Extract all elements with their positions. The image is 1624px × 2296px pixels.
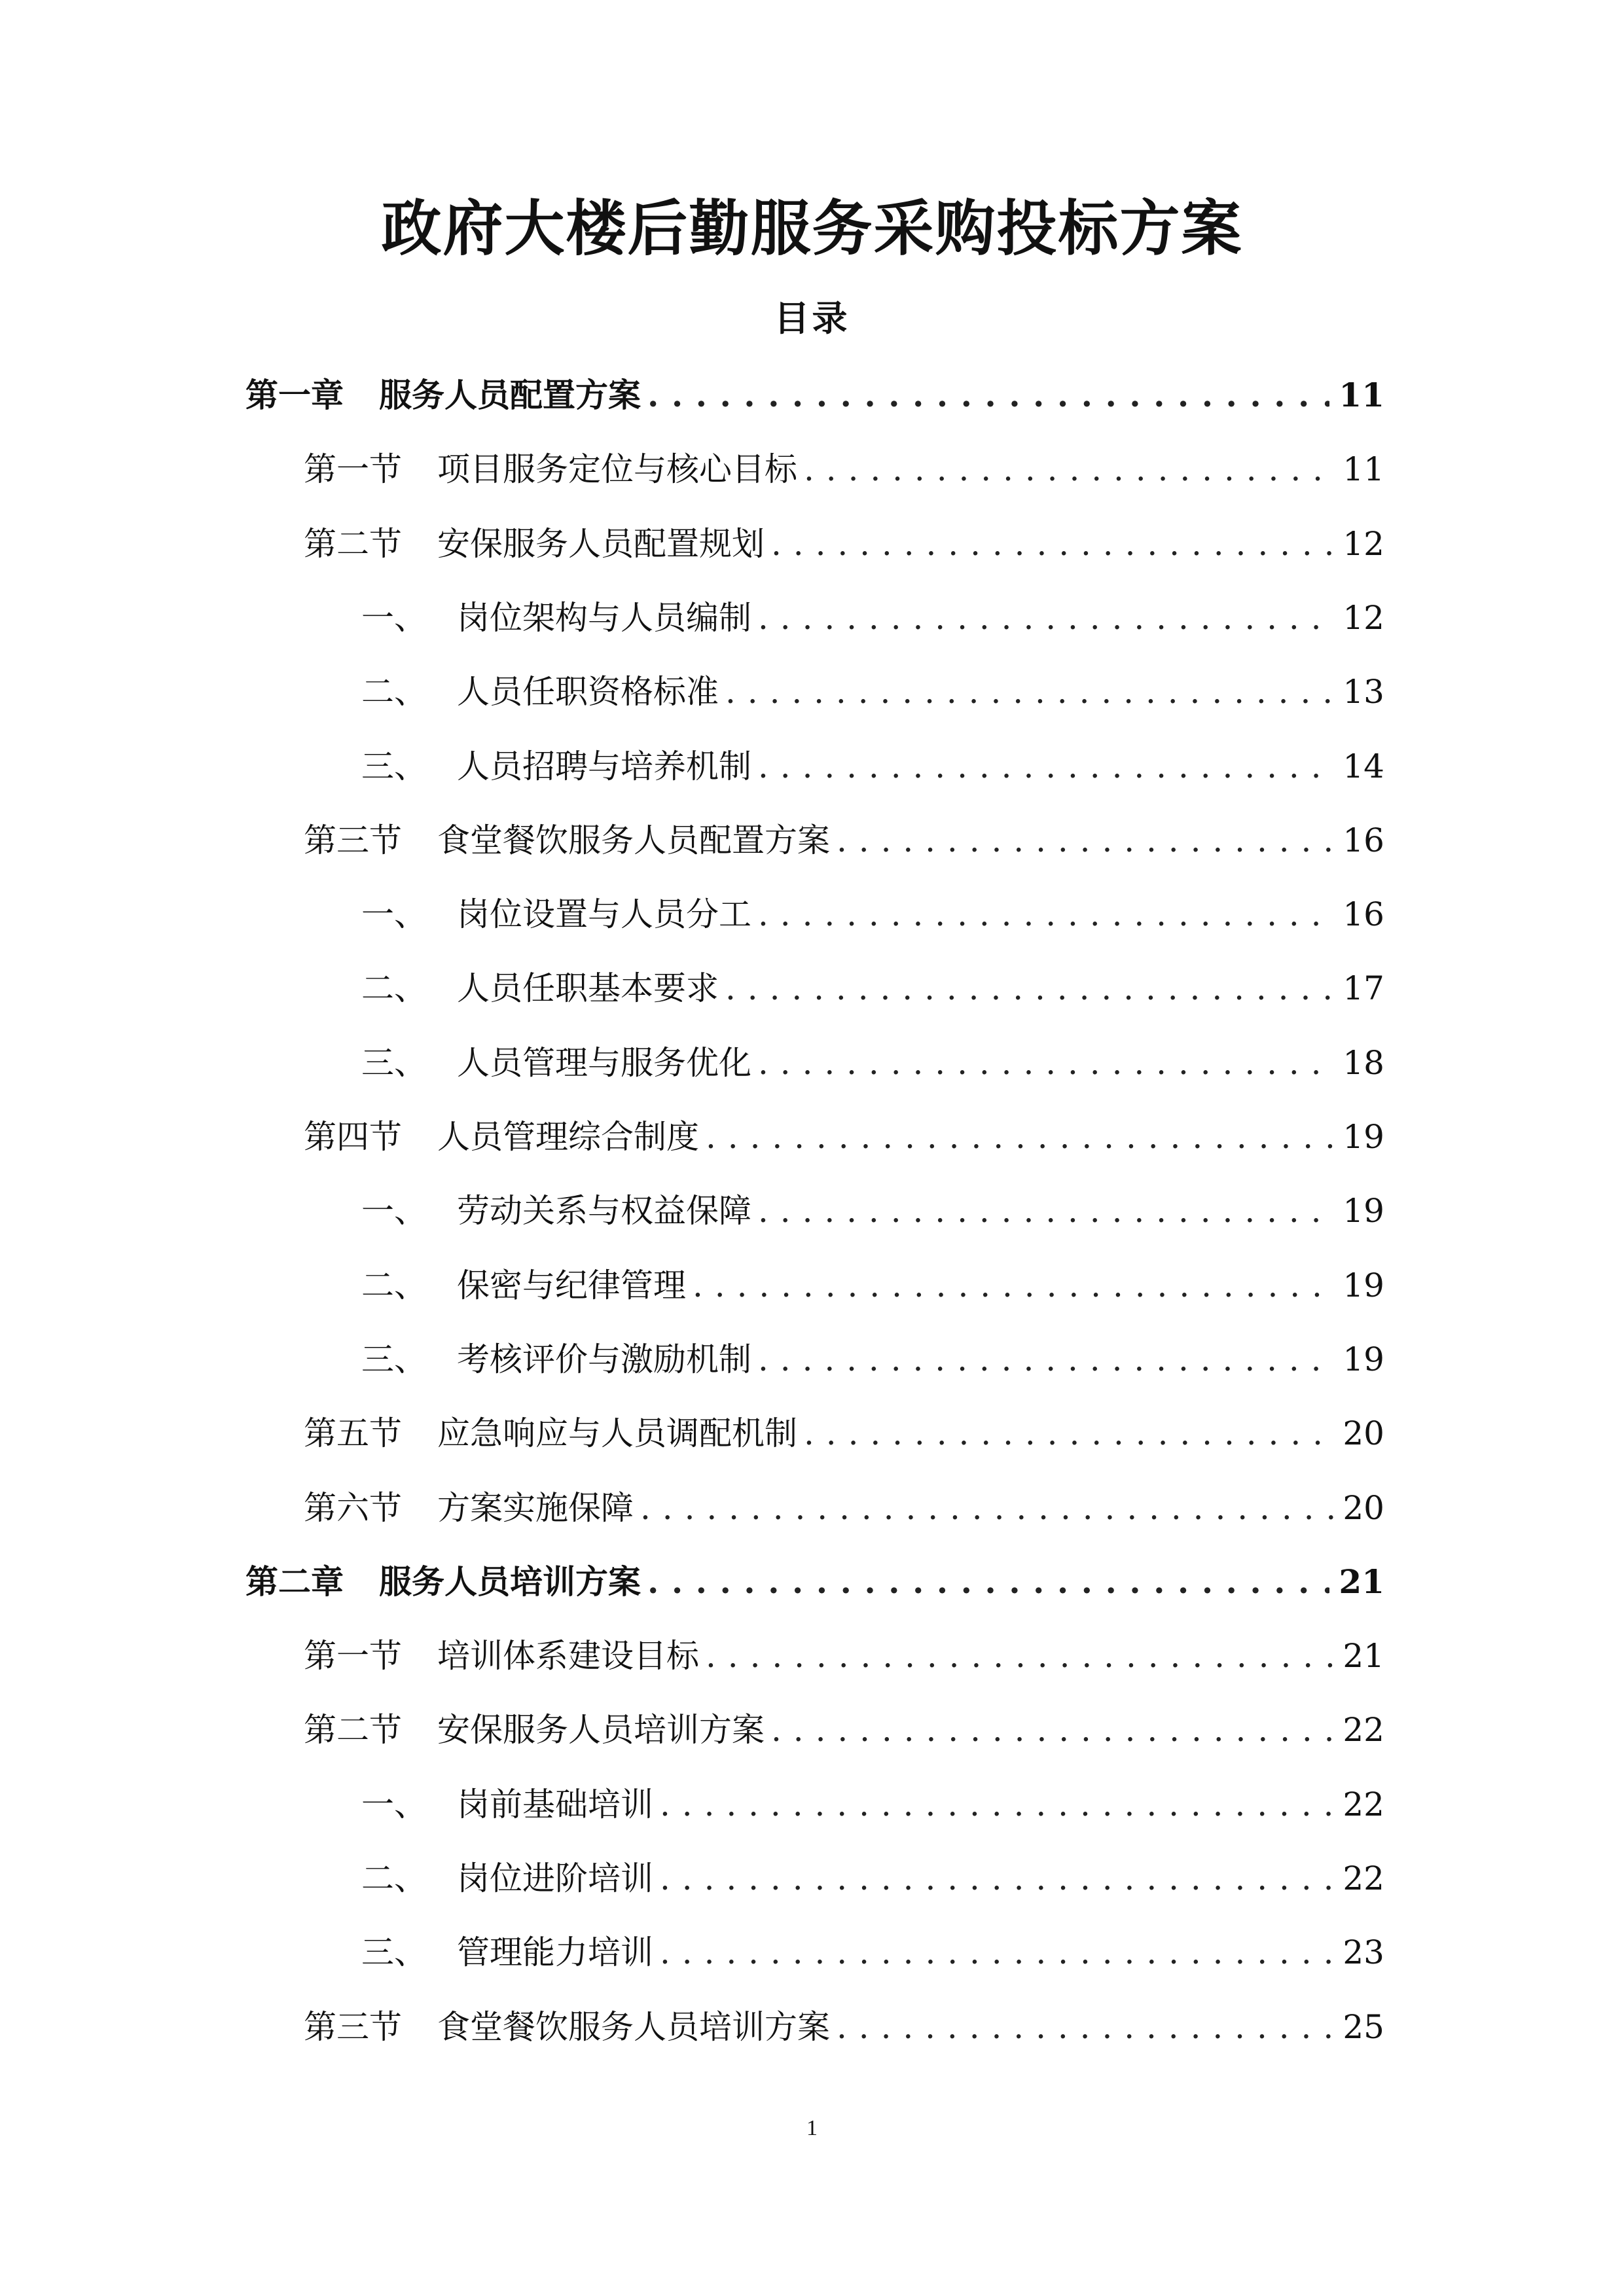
- toc-entry-title: 劳动关系与权益保障: [457, 1192, 751, 1230]
- toc-dot-leader: [771, 518, 1333, 570]
- toc-dot-leader: [758, 1185, 1333, 1237]
- toc-entry-title: 培训体系建设目标: [437, 1637, 699, 1675]
- toc-entry-number: 二、: [361, 673, 427, 711]
- toc-entry-title: 人员任职资格标准: [457, 673, 719, 711]
- toc-entry-page: 21: [1339, 1562, 1384, 1601]
- toc-dot-leader: [804, 443, 1333, 495]
- toc-entry-number: 三、: [361, 1340, 427, 1378]
- toc-entry[interactable]: [361, 1778, 1384, 1831]
- toc-entry-page: 19: [1343, 1340, 1384, 1378]
- toc-entry-title: 岗位进阶培训: [457, 1859, 653, 1897]
- toc-entry-number: 第五节: [304, 1414, 402, 1452]
- toc-dot-leader: [758, 1333, 1333, 1386]
- toc-entry-page: 17: [1343, 969, 1384, 1007]
- toc-entry-page: 16: [1343, 895, 1384, 933]
- toc-entry[interactable]: [361, 962, 1384, 1014]
- toc-entry[interactable]: [304, 1704, 1384, 1756]
- toc-entry-number: 三、: [361, 1933, 427, 1971]
- toc-entry[interactable]: [361, 740, 1384, 793]
- toc-entry-title: 安保服务人员培训方案: [437, 1711, 765, 1749]
- toc-entry-page: 14: [1343, 747, 1384, 785]
- toc-entry-page: 11: [1339, 376, 1384, 414]
- toc-entry-page: 19: [1343, 1192, 1384, 1230]
- toc-entry-number: 第四节: [304, 1118, 402, 1156]
- page-number: 1: [806, 2116, 818, 2140]
- toc-entry-page: 22: [1343, 1785, 1384, 1823]
- toc-entry-title: 管理能力培训: [457, 1933, 653, 1971]
- toc-dot-leader: [725, 962, 1333, 1014]
- toc-entry[interactable]: [361, 1333, 1384, 1386]
- toc-entry-number: 二、: [361, 1266, 427, 1304]
- toc-entry[interactable]: [361, 1037, 1384, 1089]
- toc-dot-leader: [725, 666, 1333, 718]
- toc-dot-leader: [660, 1926, 1333, 1979]
- toc-entry-page: 21: [1343, 1637, 1384, 1675]
- toc-entry-number: 一、: [361, 895, 427, 933]
- toc-dot-leader: [660, 1778, 1333, 1831]
- document-title: 政府大楼后勤服务采购投标方案: [381, 194, 1243, 264]
- toc-entry-number: 第二节: [304, 525, 402, 563]
- toc-entry[interactable]: [361, 888, 1384, 941]
- toc-entry[interactable]: [304, 814, 1384, 867]
- toc-entry-title: 人员管理与服务优化: [457, 1044, 751, 1082]
- toc-entry-title: 服务人员配置方案: [379, 376, 641, 414]
- toc-entry[interactable]: [304, 1482, 1384, 1534]
- toc-dot-leader: [693, 1259, 1333, 1312]
- toc-dot-leader: [640, 1482, 1333, 1534]
- toc-entry-page: 13: [1343, 673, 1384, 711]
- toc-entry-number: 第二节: [304, 1711, 402, 1749]
- toc-entry-title: 安保服务人员配置规划: [437, 525, 765, 563]
- toc-dot-leader: [804, 1407, 1333, 1460]
- toc-entry-title: 应急响应与人员调配机制: [437, 1414, 797, 1452]
- toc-entry-number: 一、: [361, 1192, 427, 1230]
- toc-entry-page: 22: [1343, 1711, 1384, 1749]
- toc-entry-number: 一、: [361, 599, 427, 637]
- toc-entry[interactable]: [245, 369, 1384, 422]
- toc-dot-leader: [758, 740, 1333, 793]
- toc-entry-page: 19: [1343, 1118, 1384, 1156]
- toc-dot-leader: [706, 1630, 1333, 1682]
- toc-entry[interactable]: [361, 592, 1384, 644]
- toc-entry-number: 第一节: [304, 450, 402, 488]
- toc-dot-leader: [771, 1704, 1333, 1756]
- toc-entry-title: 服务人员培训方案: [379, 1562, 641, 1601]
- toc-entry[interactable]: [304, 1407, 1384, 1460]
- toc-entry-page: 16: [1343, 821, 1384, 859]
- toc-entry[interactable]: [304, 1630, 1384, 1682]
- toc-entry-page: 25: [1343, 2008, 1384, 2046]
- toc-entry-page: 12: [1343, 525, 1384, 563]
- toc-entry-page: 23: [1343, 1933, 1384, 1971]
- toc-dot-leader: [758, 1037, 1333, 1089]
- toc-entry-page: 12: [1343, 599, 1384, 637]
- toc-dot-leader: [647, 1556, 1329, 1608]
- toc-dot-leader: [837, 2001, 1333, 2053]
- toc-dot-leader: [837, 814, 1333, 867]
- toc-entry-page: 20: [1343, 1489, 1384, 1527]
- toc-entry-number: 三、: [361, 1044, 427, 1082]
- toc-entry[interactable]: [361, 666, 1384, 718]
- toc-entry-title: 岗位设置与人员分工: [457, 895, 751, 933]
- toc-entry[interactable]: [361, 1852, 1384, 1905]
- toc-entry-title: 考核评价与激励机制: [457, 1340, 751, 1378]
- toc-entry-title: 人员任职基本要求: [457, 969, 719, 1007]
- toc-entry-title: 人员招聘与培养机制: [457, 747, 751, 785]
- toc-entry-title: 方案实施保障: [437, 1489, 634, 1527]
- toc-entry-title: 保密与纪律管理: [457, 1266, 686, 1304]
- toc-entry-title: 食堂餐饮服务人员配置方案: [437, 821, 830, 859]
- toc-entry-number: 第六节: [304, 1489, 402, 1527]
- toc-entry[interactable]: [361, 1259, 1384, 1312]
- toc-entry-number: 第一章: [245, 376, 344, 414]
- toc-entry-page: 22: [1343, 1859, 1384, 1897]
- toc-entry-title: 岗前基础培训: [457, 1785, 653, 1823]
- toc-entry-number: 一、: [361, 1785, 427, 1823]
- toc-entry-number: 二、: [361, 969, 427, 1007]
- toc-entry-number: 二、: [361, 1859, 427, 1897]
- toc-entry-number: 第一节: [304, 1637, 402, 1675]
- toc-entry-number: 第三节: [304, 2008, 402, 2046]
- toc-entry-page: 11: [1343, 450, 1384, 488]
- toc-dot-leader: [706, 1111, 1333, 1163]
- toc-heading: 目录: [774, 298, 850, 339]
- toc-entry-page: 20: [1343, 1414, 1384, 1452]
- toc-dot-leader: [660, 1852, 1333, 1905]
- toc-entry-number: 第二章: [245, 1562, 344, 1601]
- toc-entry[interactable]: [361, 1926, 1384, 1979]
- toc-entry[interactable]: [304, 518, 1384, 570]
- toc-entry[interactable]: [304, 443, 1384, 495]
- toc-entry-page: 18: [1343, 1044, 1384, 1082]
- toc-entry[interactable]: [304, 1111, 1384, 1163]
- toc-entry[interactable]: [361, 1185, 1384, 1237]
- toc-entry[interactable]: [304, 2001, 1384, 2053]
- toc-entry-title: 项目服务定位与核心目标: [437, 450, 797, 488]
- toc-entry-number: 三、: [361, 747, 427, 785]
- toc-dot-leader: [647, 369, 1329, 422]
- toc-entry-title: 岗位架构与人员编制: [457, 599, 751, 637]
- toc-dot-leader: [758, 888, 1333, 941]
- toc-entry-number: 第三节: [304, 821, 402, 859]
- toc-dot-leader: [758, 592, 1333, 644]
- toc-entry-page: 19: [1343, 1266, 1384, 1304]
- toc-entry-title: 人员管理综合制度: [437, 1118, 699, 1156]
- toc-entry-title: 食堂餐饮服务人员培训方案: [437, 2008, 830, 2046]
- toc-entry[interactable]: [245, 1556, 1384, 1608]
